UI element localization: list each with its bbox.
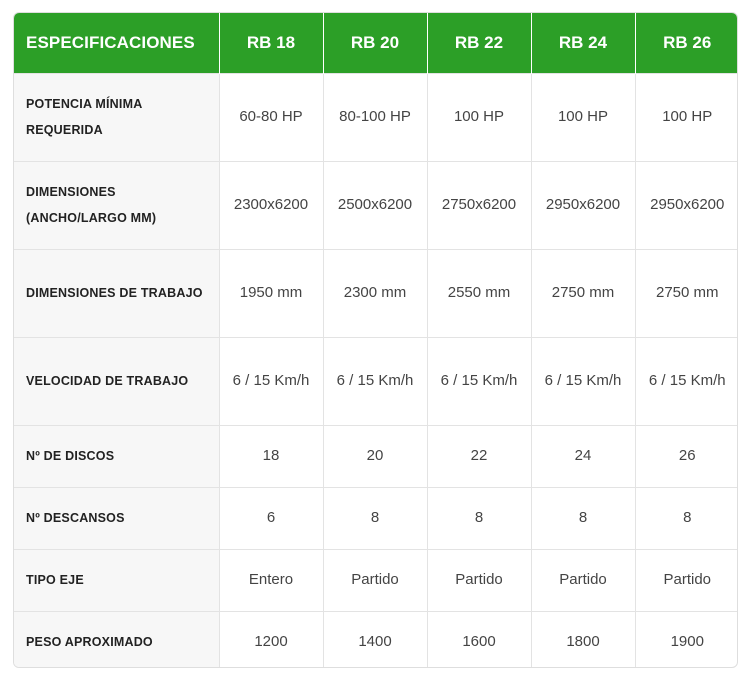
table-cell: 8 (531, 487, 635, 549)
table-cell: 2750x6200 (427, 161, 531, 249)
table-cell: 24 (531, 425, 635, 487)
table-cell: 2750 mm (635, 249, 738, 337)
row-label: POTENCIA MÍNIMA REQUERIDA (14, 73, 219, 161)
table-cell: 2950x6200 (635, 161, 738, 249)
table-row (14, 549, 738, 611)
table-cell: 8 (427, 487, 531, 549)
row-label: DIMENSIONES (ANCHO/LARGO MM) (14, 161, 219, 249)
table-cell: 2550 mm (427, 249, 531, 337)
table-cell: 8 (323, 487, 427, 549)
table-cell: 6 / 15 Km/h (219, 337, 323, 425)
table-cell: 20 (323, 425, 427, 487)
table-cell: 2500x6200 (323, 161, 427, 249)
table-cell: 2300x6200 (219, 161, 323, 249)
table-cell: 1900 (635, 611, 738, 668)
header-rb-26: RB 26 (635, 13, 738, 73)
row-label: Nº DESCANSOS (14, 487, 219, 549)
row-label: PESO APROXIMADO (14, 611, 219, 668)
table-cell: Partido (635, 549, 738, 611)
table-row (14, 487, 738, 549)
table-cell: 1400 (323, 611, 427, 668)
header-rb-22: RB 22 (427, 13, 531, 73)
table-cell: Entero (219, 549, 323, 611)
header-especificaciones: ESPECIFICACIONES (14, 13, 219, 73)
table-cell: 100 HP (531, 73, 635, 161)
header-rb-24: RB 24 (531, 13, 635, 73)
table-cell: Partido (531, 549, 635, 611)
table-cell: 2300 mm (323, 249, 427, 337)
table-row (14, 249, 738, 337)
table-cell: 6 / 15 Km/h (531, 337, 635, 425)
table-row (14, 161, 738, 249)
row-label: VELOCIDAD DE TRABAJO (14, 337, 219, 425)
table-header-row (14, 13, 738, 73)
table-cell: 18 (219, 425, 323, 487)
specifications-table (14, 13, 738, 668)
table-row (14, 611, 738, 668)
table-cell: 22 (427, 425, 531, 487)
table-cell: 80-100 HP (323, 73, 427, 161)
header-rb-20: RB 20 (323, 13, 427, 73)
header-rb-18: RB 18 (219, 13, 323, 73)
table-cell: 60-80 HP (219, 73, 323, 161)
table-row (14, 425, 738, 487)
table-cell: 1950 mm (219, 249, 323, 337)
table-cell: 6 / 15 Km/h (323, 337, 427, 425)
table-cell: 1200 (219, 611, 323, 668)
table-cell: 6 / 15 Km/h (427, 337, 531, 425)
table-cell: Partido (427, 549, 531, 611)
table-row (14, 337, 738, 425)
table-cell: 6 (219, 487, 323, 549)
table-cell: 100 HP (427, 73, 531, 161)
row-label: Nº DE DISCOS (14, 425, 219, 487)
table-cell: 26 (635, 425, 738, 487)
table-cell: 1800 (531, 611, 635, 668)
table-cell: 1600 (427, 611, 531, 668)
table-row (14, 73, 738, 161)
row-label: TIPO EJE (14, 549, 219, 611)
table-cell: Partido (323, 549, 427, 611)
table-cell: 2750 mm (531, 249, 635, 337)
table-cell: 8 (635, 487, 738, 549)
spec-table-container (13, 12, 738, 668)
table-cell: 2950x6200 (531, 161, 635, 249)
table-cell: 6 / 15 Km/h (635, 337, 738, 425)
row-label: DIMENSIONES DE TRABAJO (14, 249, 219, 337)
table-cell: 100 HP (635, 73, 738, 161)
